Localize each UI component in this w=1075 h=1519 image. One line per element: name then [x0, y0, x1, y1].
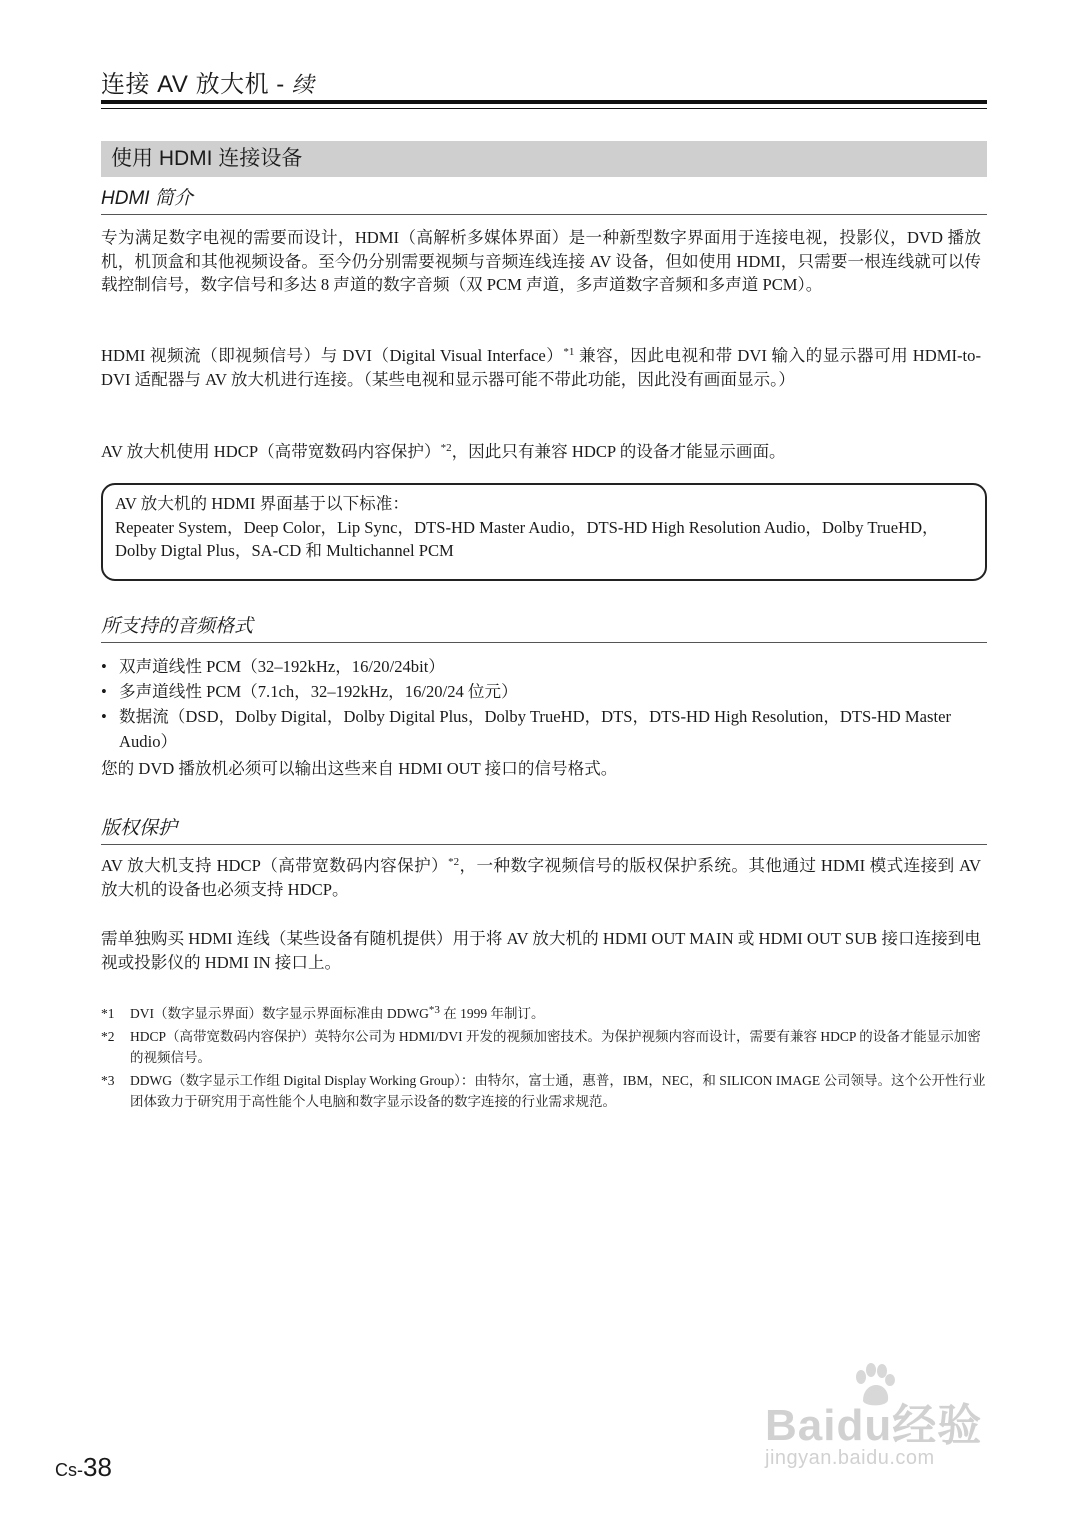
bullet-icon: •	[101, 682, 107, 701]
p3-text-after: ，因此只有兼容 HDCP 的设备才能显示画面。	[451, 442, 786, 461]
footnote-text: DVI（数字显示界面）数字显示界面标准由 DDWG	[130, 1006, 429, 1021]
watermark	[765, 1363, 1010, 1475]
section-title: 使用 HDMI 连接设备	[101, 141, 987, 177]
header-continued: 续	[291, 72, 315, 97]
copyright-heading: 版权保护	[101, 818, 987, 845]
footnote-mark: *3	[101, 1073, 115, 1088]
audio-formats-note: 您的 DVD 播放机必须可以输出这些来自 HDMI OUT 接口的信号格式。	[101, 759, 618, 778]
footnote-text-after: 在 1999 年制订。	[439, 1006, 545, 1021]
bullet-icon: •	[101, 707, 107, 726]
page-number	[55, 1452, 112, 1483]
footnote-text: DDWG（数字显示工作组 Digital Display Working Group）：由特尔，富士通，惠普，IBM，NEC，和 SILICON IMAGE 公司领导。这个公开性行业团体致力于研究用于高性能个人电脑和数字显示设备的数字连接的行业需求规范。	[130, 1073, 986, 1109]
list-item	[101, 704, 981, 754]
list-item	[101, 679, 981, 704]
list-item-text: 双声道线性 PCM（32–192kHz，16/20/24bit）	[119, 657, 445, 676]
footnote-ref-1: *1	[563, 346, 575, 358]
standards-box-title: AV 放大机的 HDMI 界面基于以下标准：	[115, 494, 409, 513]
watermark-brand: Baidu经验	[765, 1401, 983, 1450]
header-rule-thin	[101, 108, 987, 109]
footnote	[101, 1003, 987, 1024]
bullet-icon: •	[101, 657, 107, 676]
page-number-prefix: Cs-	[55, 1460, 83, 1480]
footnotes	[101, 1003, 987, 1114]
hdmi-intro-paragraph-1: 专为满足数字电视的需要而设计，HDMI（高解析多媒体界面）是一种新型数字界面用于连接电视，投影仪，DVD 播放机，机顶盒和其他视频设备。至今仍分别需要视频与音频连线连接 AV 设备，但如使用 HDMI，只需要一根连线就可以传载控制信号，数字信号和多达 8 声道的数字音频（双 PCM 声道，多声道数字音频和多声道 PCM）。	[101, 228, 981, 294]
footnote	[101, 1070, 987, 1112]
footnote-ref-3: *3	[428, 1004, 440, 1016]
header-separator: -	[269, 71, 292, 98]
footnote	[101, 1026, 987, 1068]
footnote-mark: *2	[101, 1029, 115, 1044]
page-header	[101, 64, 987, 99]
standards-box	[101, 483, 987, 581]
copyright-paragraph-2: 需单独购买 HDMI 连线（某些设备有随机提供）用于将 AV 放大机的 HDMI OUT MAIN 或 HDMI OUT SUB 接口连接到电视或投影仪的 HDMI IN 接口上。	[101, 929, 981, 972]
watermark-url: jingyan.baidu.com	[765, 1447, 935, 1469]
page-title: 连接 AV 放大机	[101, 71, 270, 98]
copyright-paragraph-1	[101, 854, 981, 901]
footnote-mark: *1	[101, 1006, 115, 1021]
p3-text-before: AV 放大机使用 HDCP（高带宽数码内容保护）	[101, 442, 441, 461]
footnote-ref-2: *2	[440, 442, 452, 454]
p2-text-before: HDMI 视频流（即视频信号）与 DVI（Digital Visual Interface）	[101, 346, 564, 365]
header-rule-thick	[101, 100, 987, 104]
hdmi-intro-heading: HDMI 简介	[101, 188, 987, 215]
copyright-p1-after: ，一种数字视频信号的版权保护系统。其他通过 HDMI 模式连接到 AV 放大机的设备也必须支持 HDCP。	[101, 856, 981, 899]
audio-formats-list	[101, 654, 981, 754]
copyright-p1-before: AV 放大机支持 HDCP（高带宽数码内容保护）	[101, 856, 449, 875]
footnote-text: HDCP（高带宽数码内容保护）英特尔公司为 HDMI/DVI 开发的视频加密技术。为保护视频内容而设计，需要有兼容 HDCP 的设备才能显示加密的视频信号。	[130, 1029, 981, 1065]
footnote-ref-2b: *2	[448, 856, 460, 868]
list-item	[101, 654, 981, 679]
standards-box-list: Repeater System，Deep Color，Lip Sync，DTS-HD Master Audio，DTS-HD High Resolution Audio，Dolby TrueHD，Dolby Digtal Plus，SA-CD 和 Multichannel PCM	[115, 517, 939, 560]
audio-formats-heading: 所支持的音频格式	[101, 616, 987, 643]
page-number-value: 38	[83, 1452, 112, 1482]
p2-text-after: 兼容，因此电视和带 DVI 输入的显示器可用 HDMI-to-DVI 适配器与 AV 放大机进行连接。（某些电视和显示器可能不带此功能，因此没有画面显示。）	[101, 346, 981, 389]
list-item-text: 多声道线性 PCM（7.1ch，32–192kHz，16/20/24 位元）	[119, 682, 518, 701]
hdmi-intro-paragraph-2	[101, 344, 981, 391]
hdmi-intro-paragraph-3	[101, 440, 981, 464]
list-item-text: 数据流（DSD，Dolby Digital，Dolby Digital Plus，Dolby TrueHD，DTS，DTS-HD High Resolution，DTS-HD Master Audio）	[119, 707, 952, 751]
